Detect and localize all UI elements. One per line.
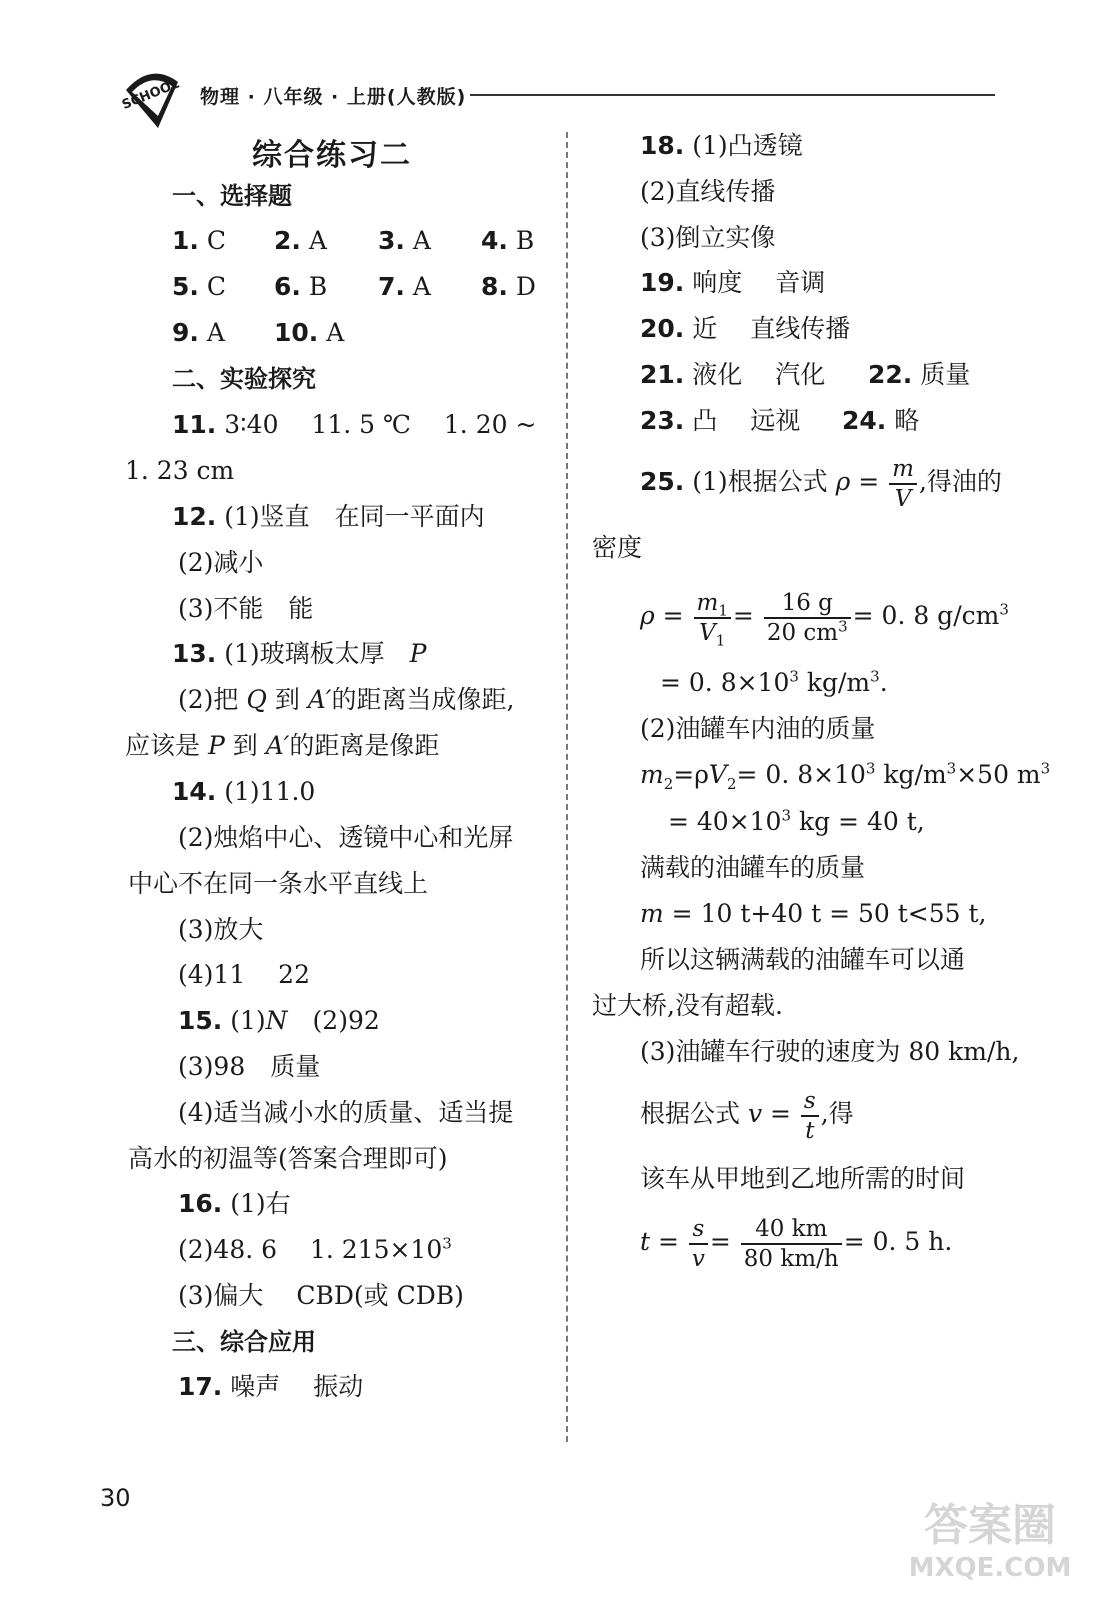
- mc-answer: 3. A: [378, 226, 431, 255]
- answer-line: 该车从甲地到乙地所需的时间: [640, 1164, 966, 1193]
- answer-line: (4)适当减小水的质量、适当提: [178, 1098, 514, 1127]
- mc-answer: 6. B: [274, 272, 328, 301]
- density-formula: $\frac{m}{V}$: [889, 455, 917, 513]
- answer-line: 22. 质量: [868, 360, 971, 389]
- answer-line: 13. (1)玻璃板太厚 P: [172, 639, 427, 668]
- answer-line: 过大桥,没有超载.: [592, 991, 783, 1020]
- answer-line: (2)油罐车内油的质量: [640, 714, 876, 743]
- mc-answer: 1. C: [172, 226, 226, 255]
- answer-line: (3)98 质量: [178, 1052, 321, 1081]
- answer-line: (3)油罐车行驶的速度为 80 km/h,: [640, 1037, 1020, 1066]
- answer-line: ρ = $\frac{m_1}{V_1}$ = $\frac{16 g}{20 cm^3}$ = 0. 8 $g/cm^3$: [640, 589, 1009, 650]
- answer-line: 中心不在同一条水平直线上: [128, 869, 429, 898]
- mc-answer: 4. B: [481, 226, 535, 255]
- mc-answer: 5. C: [172, 272, 226, 301]
- answer-line: (2)烛焰中心、透镜中心和光屏: [178, 823, 514, 852]
- answer-line: 密度: [592, 533, 643, 562]
- watermark-logo-icon: [905, 1488, 1075, 1588]
- answer-line: = 0. $8\times 10^3$ $kg/m^3$.: [660, 667, 888, 697]
- answer-line: 14. (1)11.0: [172, 777, 316, 806]
- svg-text:MXQE.COM: MXQE.COM: [908, 1553, 1072, 1583]
- time-fraction-2: $\frac{40 km}{80 km/h}$: [741, 1215, 842, 1273]
- school-logo-icon: [118, 68, 184, 130]
- answer-line: 高水的初温等(答案合理即可): [128, 1144, 448, 1173]
- answer-line: 24. 略: [842, 406, 920, 435]
- header-rule: [470, 94, 995, 96]
- answer-line: 19. 响度 音调: [640, 268, 826, 297]
- answer-line: 12. (1)竖直 在同一平面内: [172, 502, 485, 531]
- page-title: 综合练习二: [252, 138, 412, 173]
- answer-line: (4)11 22: [178, 960, 310, 989]
- mc-answer: 7. A: [378, 272, 431, 301]
- column-divider: [566, 132, 568, 1442]
- answer-line: 根据公式 v = $\frac{s}{t}$ ,得: [640, 1087, 854, 1144]
- answer-line: $m_2=\rho V_2= 0$. $8\times 10^3$ $kg/m^3\times 50$ $m^3$: [640, 759, 1051, 793]
- answer-line: m = 10 t+40 t = 50 t<55 t,: [640, 899, 987, 928]
- answer-line: (3)放大: [178, 915, 264, 944]
- answer-line: (3)不能 能: [178, 594, 314, 623]
- answer-line: 所以这辆满载的油罐车可以通: [640, 945, 966, 974]
- mc-answer: 9. A: [172, 318, 225, 347]
- section-heading: 二、实验探究: [172, 365, 316, 393]
- answer-line: 11. 3∶40 11. 5 ℃ 1. 20 ~: [172, 410, 537, 439]
- time-fraction-1: $\frac{s}{v}$: [689, 1215, 708, 1273]
- logo-text: SCHOOL: [119, 76, 182, 113]
- density-fraction-2: $\frac{16 g}{20 cm^3}$: [764, 589, 851, 647]
- answer-line: 15. (1)N (2)92: [178, 1006, 380, 1035]
- answer-line: (2)48. 6 1. $215\times 10^3$: [178, 1234, 452, 1264]
- answer-line: 满载的油罐车的质量: [640, 853, 866, 882]
- speed-formula: $\frac{s}{t}$: [801, 1087, 819, 1145]
- answer-line: 16. (1)右: [178, 1189, 291, 1218]
- answer-line: 23. 凸 远视: [640, 406, 801, 435]
- answer-line: (3)偏大 CBD(或 CDB): [178, 1281, 464, 1310]
- answer-line: = $40\times 10^3$ kg = 40 t,: [668, 806, 925, 836]
- answer-line: 应该是 P 到 A′的距离是像距: [125, 731, 440, 760]
- answer-line: 20. 近 直线传播: [640, 314, 851, 343]
- mc-answer: 2. A: [274, 226, 327, 255]
- answer-line: 25. (1)根据公式 ρ = $\frac{m}{V}$ ,得油的: [640, 455, 1002, 512]
- answer-line: (3)倒立实像: [640, 223, 776, 252]
- answer-line: 21. 液化 汽化: [640, 360, 826, 389]
- answer-line: (2)把 Q 到 A′的距离当成像距,: [178, 685, 515, 714]
- answer-line: 1. 23 cm: [125, 456, 235, 485]
- answer-line: (2)减小: [178, 548, 264, 577]
- page-number: 30: [100, 1484, 131, 1512]
- header-subject: 物理 · 八年级 · 上册(人教版): [200, 86, 467, 108]
- density-fraction-1: $\frac{m_1}{V_1}$: [694, 589, 731, 647]
- answer-line: (2)直线传播: [640, 177, 776, 206]
- svg-text:答案圈: 答案圈: [924, 1500, 1056, 1551]
- answer-line: 17. 噪声 振动: [178, 1372, 364, 1401]
- mc-answer: 10. A: [274, 318, 345, 347]
- answer-line: 18. (1)凸透镜: [640, 131, 803, 160]
- section-heading: 三、综合应用: [172, 1328, 316, 1356]
- answer-line: t = $\frac{s}{v}$ = $\frac{40 km}{80 km/h}$ = 0. 5 h.: [640, 1215, 953, 1272]
- section-heading: 一、选择题: [172, 182, 292, 210]
- mc-answer: 8. D: [481, 272, 536, 301]
